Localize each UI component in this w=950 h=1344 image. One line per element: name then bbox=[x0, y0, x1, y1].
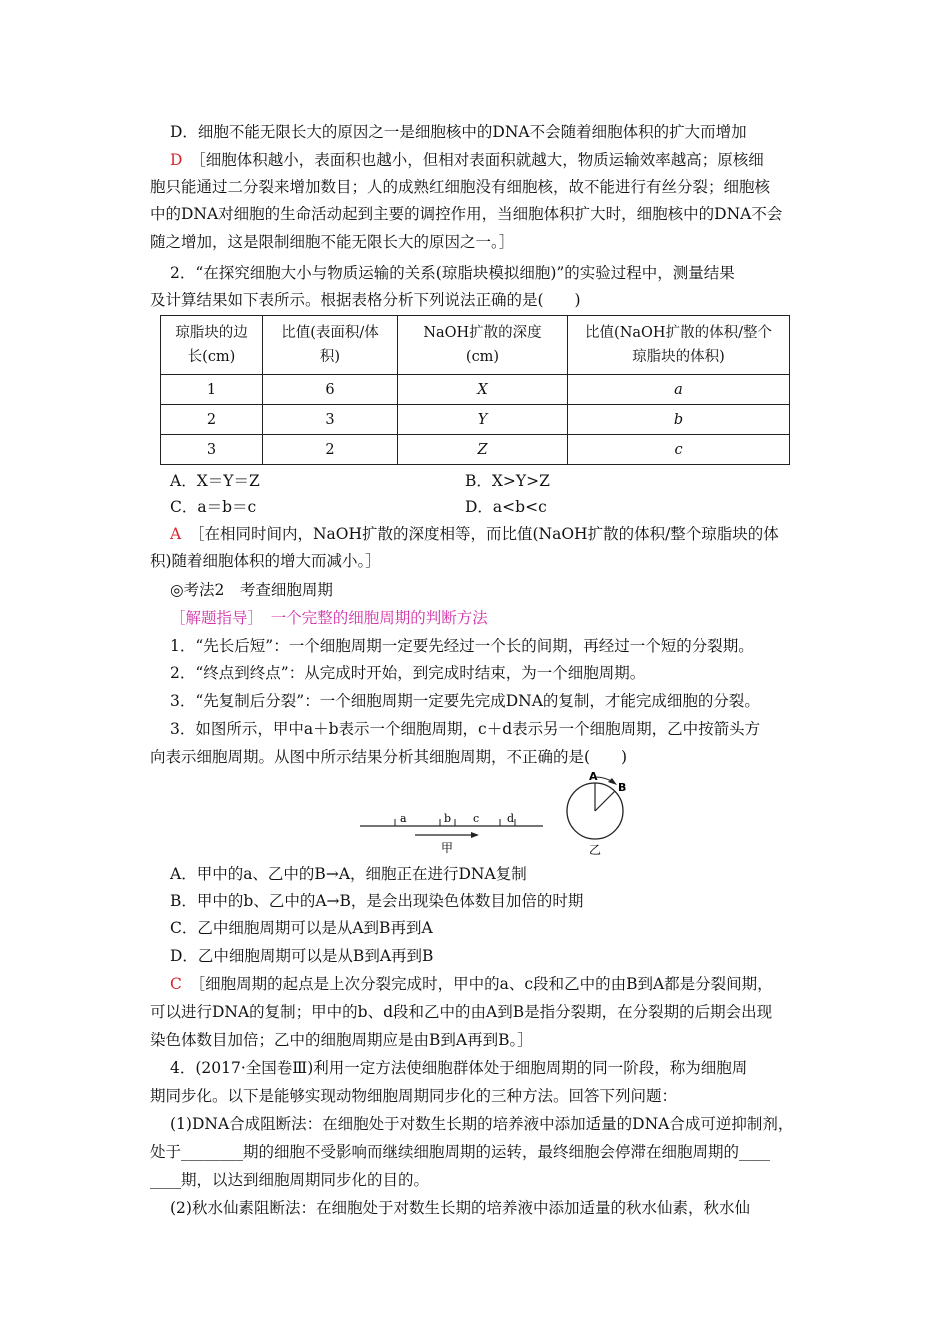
q2-option-a: A．X＝Y＝Z bbox=[170, 472, 260, 490]
table-cell: 1 bbox=[161, 375, 263, 405]
q4-stem-line-1: 4．(2017·全国卷Ⅲ)利用一定方法使细胞群体处于细胞周期的同一阶段，称为细胞周 bbox=[170, 1059, 748, 1077]
header-text: 琼脂块的边 bbox=[175, 325, 248, 341]
radius-b bbox=[595, 791, 615, 811]
q2-explain-line-2: 积)随着细胞体积的增大而减小。］ bbox=[150, 552, 381, 570]
table-cell: Z bbox=[398, 435, 568, 465]
header-text: NaOH扩散的深度 bbox=[423, 325, 542, 341]
q2-stem-line-2: 及计算结果如下表所示。根据表格分析下列说法正确的是( ) bbox=[150, 291, 581, 309]
q3-explain-line-3: 染色体数目加倍；乙中的细胞周期应是由B到A再到B。］ bbox=[150, 1031, 533, 1049]
q2-stem-line-1: 2．“在探究细胞大小与物质运输的关系(琼脂块模拟细胞)”的实验过程中，测量结果 bbox=[170, 264, 735, 282]
q2-answer: A bbox=[170, 525, 182, 543]
table-cell: 2 bbox=[161, 405, 263, 435]
table-row bbox=[161, 435, 790, 465]
q4-part1-line-1: (1)DNA合成阻断法：在细胞处于对数生长期的培养液中添加适量的DNA合成可逆抑制剂， bbox=[170, 1115, 794, 1133]
q4-part1-line-3: ____期，以达到细胞周期同步化的目的。 bbox=[150, 1171, 430, 1189]
q3-option-b: B．甲中的b、乙中的A→B，是会出现染色体数目加倍的时期 bbox=[170, 892, 584, 910]
q2-explain-line-1 bbox=[170, 524, 850, 544]
header-text: 积) bbox=[319, 349, 341, 365]
segment-label-c: c bbox=[473, 812, 480, 825]
point-a-label: A bbox=[589, 770, 598, 783]
q3-stem-line-1: 3．如图所示，甲中a＋b表示一个细胞周期，c＋d表示另一个细胞周期，乙中按箭头方 bbox=[170, 720, 761, 738]
label-yi: 乙 bbox=[589, 843, 602, 857]
guide-point-2: 2．“终点到终点”：从完成时开始，到完成时结束，为一个细胞周期。 bbox=[170, 664, 646, 682]
q2-table-header-cell bbox=[263, 316, 398, 375]
table-cell: 3 bbox=[263, 405, 398, 435]
table-cell: b bbox=[568, 405, 790, 435]
guide-heading bbox=[170, 608, 850, 628]
table-cell: Y bbox=[398, 405, 568, 435]
header-text: 长(cm) bbox=[187, 349, 236, 365]
guide-point-3: 3．“先复制后分裂”：一个细胞周期一定要先完成DNA的复制，才能完成细胞的分裂。 bbox=[170, 692, 760, 710]
arc-arrow-head bbox=[608, 778, 617, 785]
q3-option-a: A．甲中的a、乙中的B→A，细胞正在进行DNA复制 bbox=[170, 865, 527, 883]
q1-explain-text-1: ［细胞体积越小，表面积也越小，但相对表面积就越大，物质运输效率越高；原核细 bbox=[197, 151, 764, 169]
table-cell: a bbox=[568, 375, 790, 405]
q1-answer: D bbox=[170, 151, 183, 169]
q3-answer: C bbox=[170, 975, 182, 993]
q3-option-d: D．乙中细胞周期可以是从B到A再到B bbox=[170, 947, 434, 965]
q2-table-header-cell bbox=[568, 316, 790, 375]
point-b-label: B bbox=[618, 781, 627, 794]
header-text: 比值(NaOH扩散的体积/整个 bbox=[585, 325, 772, 341]
q2-table-header-cell bbox=[161, 316, 263, 375]
table-cell: X bbox=[398, 375, 568, 405]
segment-label-b: b bbox=[444, 812, 452, 825]
header-text: 琼脂块的体积) bbox=[632, 349, 725, 365]
table-row bbox=[161, 405, 790, 435]
method2-title: ◎考法2 考查细胞周期 bbox=[170, 581, 333, 599]
q3-explain-line-2: 可以进行DNA的复制；甲中的b、d段和乙中的由A到B是指分裂期，在分裂期的后期会出现 bbox=[150, 1003, 773, 1021]
q4-stem-line-2: 期同步化。以下是能够实现动物细胞周期同步化的三种方法。回答下列问题： bbox=[150, 1087, 678, 1105]
header-text: (cm) bbox=[465, 349, 500, 365]
table-cell: 6 bbox=[263, 375, 398, 405]
q1-option-d: D．细胞不能无限长大的原因之一是细胞核中的DNA不会随着细胞体积的扩大而增加 bbox=[170, 123, 747, 141]
guide-point-1: 1．“先长后短”：一个细胞周期一定要先经过一个长的间期，再经过一个短的分裂期。 bbox=[170, 637, 754, 655]
cell-cycle-figure bbox=[355, 768, 655, 858]
q3-explain-text-1: ［细胞周期的起点是上次分裂完成时，甲中的a、c段和乙中的由B到A都是分裂间期， bbox=[197, 975, 773, 993]
header-text: 比值(表面积/体 bbox=[281, 325, 379, 341]
q2-option-b: B．X>Y>Z bbox=[465, 472, 550, 490]
q1-explain-line-1 bbox=[170, 150, 850, 170]
q2-table bbox=[160, 315, 790, 465]
q1-explain-line-3: 中的DNA对细胞的生命活动起到主要的调控作用，当细胞体积扩大时，细胞核中的DNA不会 bbox=[150, 205, 783, 223]
guide-title: 一个完整的细胞周期的判断方法 bbox=[270, 609, 488, 627]
q4-part2-line-1: (2)秋水仙素阻断法：在细胞处于对数生长期的培养液中添加适量的秋水仙素，秋水仙 bbox=[170, 1199, 750, 1217]
q3-explain-line-1 bbox=[170, 974, 850, 994]
q1-explain-line-2: 胞只能通过二分裂来增加数目；人的成熟红细胞没有细胞核，故不能进行有丝分裂；细胞核 bbox=[150, 178, 771, 196]
table-cell: c bbox=[568, 435, 790, 465]
table-cell: 3 bbox=[161, 435, 263, 465]
q2-option-d: D．a<b<c bbox=[465, 498, 547, 516]
q2-table-header-row bbox=[161, 316, 790, 375]
q2-table-header-cell bbox=[398, 316, 568, 375]
q2-option-c: C．a＝b＝c bbox=[170, 498, 257, 516]
table-row bbox=[161, 375, 790, 405]
guide-tag: ［解题指导］ bbox=[170, 609, 256, 627]
q3-option-c: C．乙中细胞周期可以是从A到B再到A bbox=[170, 919, 433, 937]
segment-label-a: a bbox=[400, 812, 407, 825]
q1-explain-line-4: 随之增加，这是限制细胞不能无限长大的原因之一。］ bbox=[150, 233, 515, 251]
q4-part1-line-2: 处于________期的细胞不受影响而继续细胞周期的运转，最终细胞会停滞在细胞周期的____ bbox=[150, 1143, 771, 1161]
table-cell: 2 bbox=[263, 435, 398, 465]
arrow-head bbox=[471, 832, 479, 838]
q3-stem-line-2: 向表示细胞周期。从图中所示结果分析其细胞周期，不正确的是( ) bbox=[150, 748, 628, 766]
segment-label-d: d bbox=[507, 812, 515, 825]
label-jia: 甲 bbox=[441, 841, 454, 855]
q2-explain-text-1: ［在相同时间内，NaOH扩散的深度相等，而比值(NaOH扩散的体积/整个琼脂块的体 bbox=[196, 525, 779, 543]
